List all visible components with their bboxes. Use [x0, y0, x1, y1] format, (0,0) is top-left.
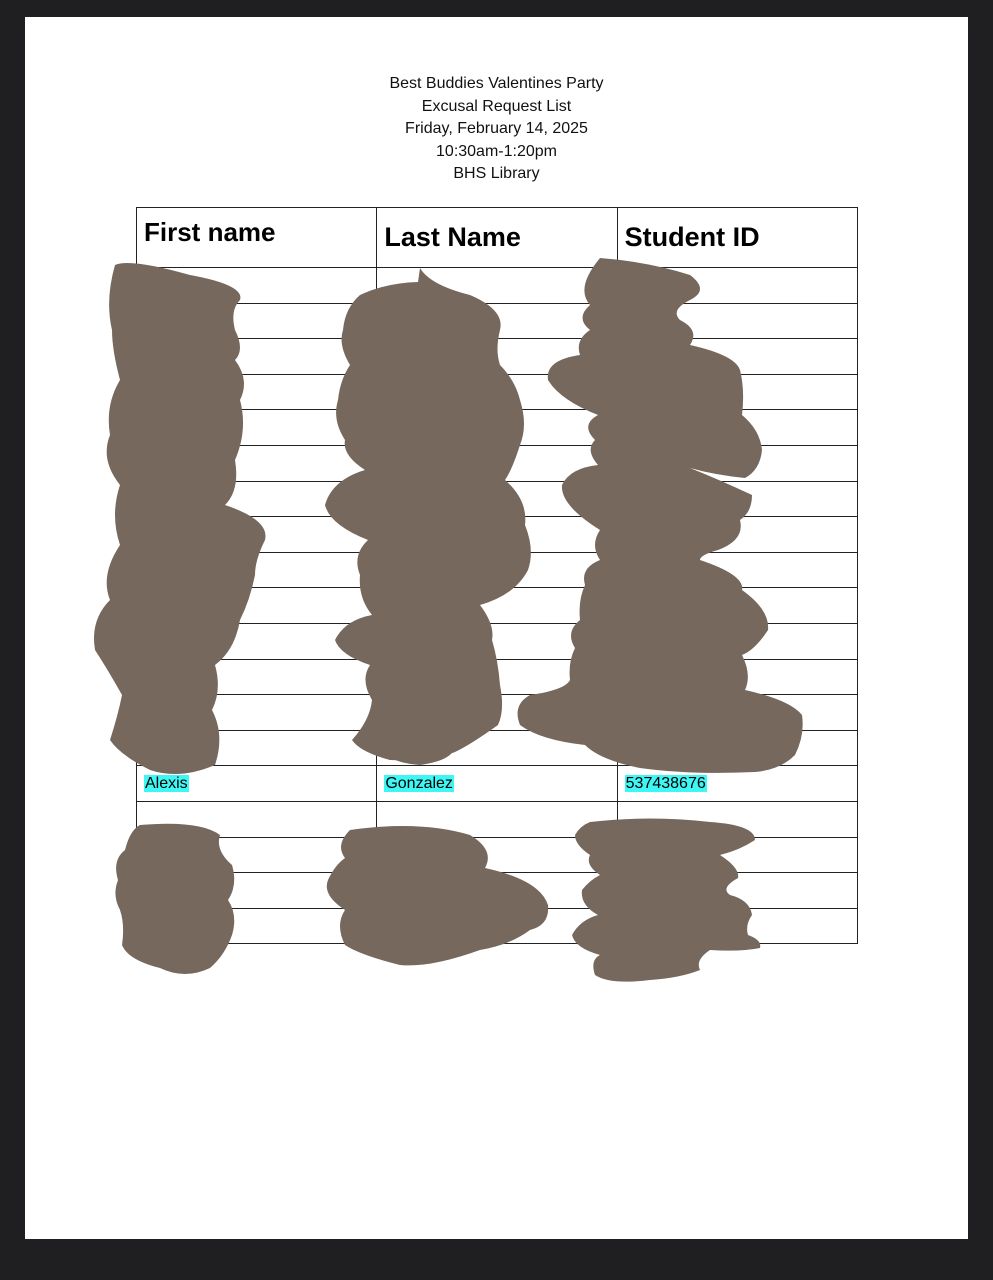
cell-student-id: [617, 552, 857, 588]
cell-last-name: [377, 730, 617, 766]
student-id-value: 537438676: [625, 774, 706, 792]
cell-first-name: [137, 552, 377, 588]
table-row: [137, 766, 858, 802]
table-row: [137, 837, 858, 873]
event-location: BHS Library: [453, 165, 540, 182]
table-row: [137, 623, 858, 659]
column-header-last-name: Last Name: [377, 208, 617, 268]
cell-student-id: [617, 730, 857, 766]
cell-student-id: [617, 908, 857, 944]
cell-student-id: [617, 303, 857, 339]
cell-student-id: [617, 766, 857, 802]
cell-first-name: [137, 481, 377, 517]
cell-first-name: [137, 339, 377, 375]
cell-first-name: [137, 801, 377, 837]
cell-first-name: [137, 873, 377, 909]
table-row: [137, 517, 858, 553]
event-time: 10:30am-1:20pm: [436, 142, 557, 160]
cell-last-name: [377, 873, 617, 909]
cell-last-name: [377, 766, 617, 802]
cell-student-id: [617, 374, 857, 410]
cell-last-name: [377, 588, 617, 624]
event-date: Friday, February 14, 2025: [405, 120, 588, 137]
cell-student-id: [617, 410, 857, 446]
document-page: [25, 17, 968, 1239]
cell-first-name: [137, 766, 377, 802]
cell-student-id: [617, 801, 857, 837]
cell-last-name: [377, 303, 617, 339]
cell-student-id: [617, 837, 857, 873]
column-header-first-name: First name: [137, 208, 377, 268]
cell-last-name: [377, 410, 617, 446]
cell-first-name: [137, 695, 377, 731]
cell-first-name: [137, 837, 377, 873]
cell-first-name: [137, 659, 377, 695]
cell-last-name: [377, 659, 617, 695]
table-row: [137, 339, 858, 375]
cell-student-id: [617, 623, 857, 659]
table-row: [137, 481, 858, 517]
last-name-value: Gonzalez: [385, 774, 453, 792]
cell-last-name: [377, 517, 617, 553]
table-row: [137, 410, 858, 446]
cell-last-name: [377, 695, 617, 731]
cell-first-name: [137, 303, 377, 339]
cell-first-name: [137, 908, 377, 944]
cell-first-name: [137, 268, 377, 304]
document-header: [25, 73, 968, 186]
cell-first-name: [137, 588, 377, 624]
table-row: [137, 695, 858, 731]
list-subtitle: Excusal Request List: [421, 97, 572, 115]
event-title: Best Buddies Valentines Party: [389, 75, 604, 92]
cell-first-name: [137, 517, 377, 553]
cell-first-name: [137, 623, 377, 659]
cell-student-id: [617, 339, 857, 375]
cell-student-id: [617, 517, 857, 553]
cell-student-id: [617, 268, 857, 304]
cell-first-name: [137, 445, 377, 481]
table-row: [137, 588, 858, 624]
cell-last-name: [377, 481, 617, 517]
cell-student-id: [617, 873, 857, 909]
cell-first-name: [137, 410, 377, 446]
excusal-table: [136, 207, 858, 944]
cell-student-id: [617, 481, 857, 517]
table-row: [137, 268, 858, 304]
cell-last-name: [377, 374, 617, 410]
table-row: [137, 445, 858, 481]
table-row: [137, 552, 858, 588]
cell-last-name: [377, 268, 617, 304]
table-row: [137, 908, 858, 944]
cell-last-name: [377, 801, 617, 837]
table-row: [137, 801, 858, 837]
table-row: [137, 873, 858, 909]
cell-student-id: [617, 445, 857, 481]
cell-last-name: [377, 837, 617, 873]
cell-last-name: [377, 908, 617, 944]
table-row: [137, 730, 858, 766]
cell-student-id: [617, 588, 857, 624]
column-header-student-id: Student ID: [617, 208, 857, 268]
cell-student-id: [617, 659, 857, 695]
cell-first-name: [137, 730, 377, 766]
cell-student-id: [617, 695, 857, 731]
cell-last-name: [377, 445, 617, 481]
cell-last-name: [377, 552, 617, 588]
table-row: [137, 659, 858, 695]
table-row: [137, 303, 858, 339]
table-row: [137, 374, 858, 410]
cell-first-name: [137, 374, 377, 410]
first-name-value: Alexis: [145, 774, 188, 792]
cell-last-name: [377, 339, 617, 375]
table-header-row: [137, 208, 858, 268]
cell-last-name: [377, 623, 617, 659]
